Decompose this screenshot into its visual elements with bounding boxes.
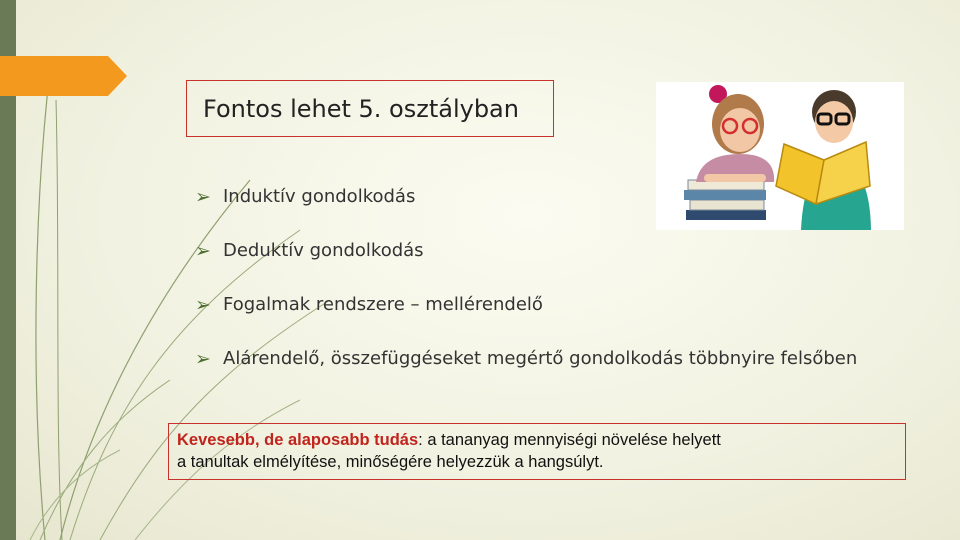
- arrow-bullet-icon: ➢: [195, 240, 211, 262]
- key-message-text: : a tananyag mennyiségi növelése helyett: [418, 431, 721, 449]
- key-message-line-1: [177, 429, 897, 451]
- slide-title: Fontos lehet 5. osztályban: [203, 94, 519, 123]
- bullet-text: Fogalmak rendszere – mellérendelő: [223, 294, 543, 315]
- bullet-text: Induktív gondolkodás: [223, 186, 416, 207]
- key-message-line-2: a tanultak elmélyítése, minőségére helyezzük a hangsúlyt.: [177, 453, 604, 471]
- bullet-item: [195, 240, 857, 294]
- slide-title-box: [186, 80, 554, 137]
- arrow-bullet-icon: ➢: [195, 186, 211, 208]
- orange-tab-shape: [0, 56, 127, 96]
- bullet-item: [195, 348, 857, 402]
- bullet-text: Deduktív gondolkodás: [223, 240, 424, 261]
- bullet-item: [195, 294, 857, 348]
- children-reading-photo: [656, 82, 904, 230]
- arrow-bullet-icon: ➢: [195, 294, 211, 316]
- key-message-box: [168, 423, 906, 480]
- bullet-text: Alárendelő, összefüggéseket megértő gondolkodás többnyire felsőben: [223, 348, 858, 369]
- arrow-bullet-icon: ➢: [195, 348, 211, 370]
- key-message-emphasis: Kevesebb, de alaposabb tudás: [177, 431, 419, 449]
